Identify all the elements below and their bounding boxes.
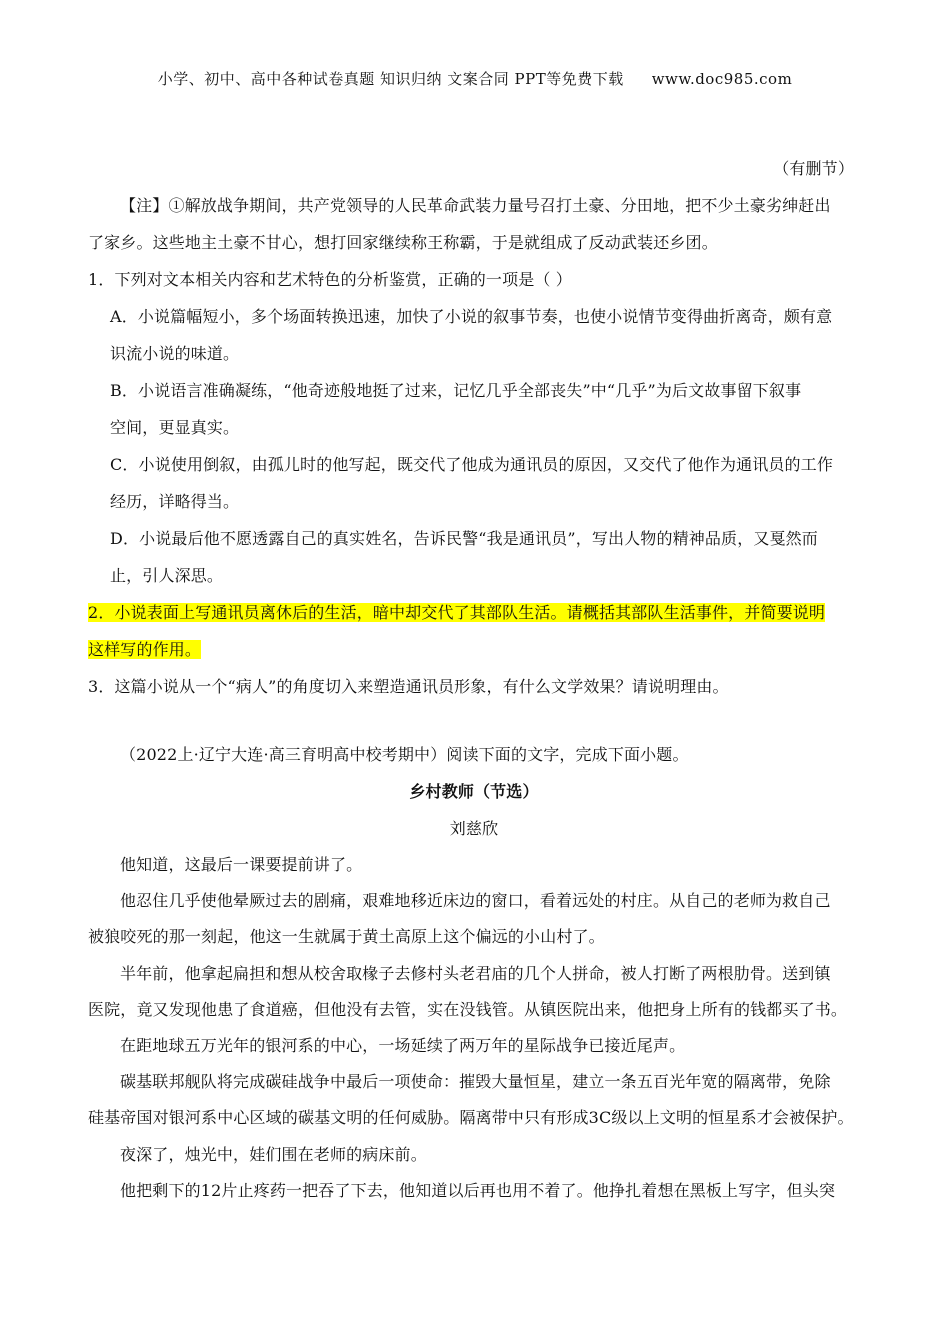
question-2-line-1 bbox=[88, 594, 860, 631]
option-a-line-2: 识流小说的味道。 bbox=[110, 344, 240, 363]
paragraph-continuation: 被狼咬死的那一刻起，他这一生就属于黄土高原上这个偏远的小山村了。 bbox=[88, 927, 605, 947]
paragraph-continuation: 医院，竟又发现他患了食道癌，但他没有去管，实在没钱管。从镇医院出来，他把身上所有的钱都买了书。 bbox=[88, 999, 848, 1019]
option-b-line-1: B．小说语言准确凝练，“他奇迹般地挺了过来，记忆几乎全部丧失”中“几乎”为后文故事留下叙事 bbox=[110, 381, 802, 400]
annotation-line-1: 【注】①解放战争期间，共产党领导的人民革命武装力量号召打土豪、分田地，把不少土豪劣绅赶出 bbox=[120, 196, 831, 215]
option-a-line-1: A．小说篇幅短小，多个场面转换迅速，加快了小说的叙事节奏，也使小说情节变得曲折离奇，颇有意 bbox=[110, 307, 833, 326]
paragraph-continuation: 硅基帝国对银河系中心区域的碳基文明的任何威胁。隔离带中只有形成3C级以上文明的恒星系才会被保护。 bbox=[88, 1108, 854, 1128]
abridged-note: （有删节） bbox=[773, 159, 854, 178]
option-d-line-1: D．小说最后他不愿透露自己的真实姓名，告诉民警“我是通讯员”，写出人物的精神品质，又戛然而 bbox=[110, 529, 818, 548]
option-c-line-2: 经历，详略得当。 bbox=[110, 492, 240, 511]
question-3: 3．这篇小说从一个“病人”的角度切入来塑造通讯员形象，有什么文学效果？请说明理由。 bbox=[88, 677, 729, 696]
paragraph: 他知道，这最后一课要提前讲了。 bbox=[120, 855, 363, 874]
passage-title: 乡村教师（节选） bbox=[409, 782, 539, 801]
option-c-line-1: C．小说使用倒叙，由孤儿时的他写起，既交代了他成为通讯员的原因，又交代了他作为通讯员的工作 bbox=[110, 455, 833, 474]
header-text: 小学、初中、高中各种试卷真题 知识归纳 文案合同 PPT等免费下载 bbox=[157, 70, 624, 88]
highlight: 这样写的作用。 bbox=[88, 640, 202, 659]
header-site: www.doc985.com bbox=[651, 70, 793, 88]
paragraph: 在距地球五万光年的银河系的中心，一场延续了两万年的星际战争已接近尾声。 bbox=[120, 1036, 686, 1056]
highlight: 2．小说表面上写通讯员离休后的生活，暗中却交代了其部队生活。请概括其部队生活事件，并简要说明 bbox=[88, 603, 826, 622]
question-2-line-2 bbox=[88, 631, 860, 668]
paragraph: 他把剩下的12片止疼药一把吞了下去，他知道以后再也用不着了。他挣扎着想在黑板上写字，但头突 bbox=[120, 1180, 836, 1200]
question-1: 1．下列对文本相关内容和艺术特色的分析鉴赏，正确的一项是（ ） bbox=[88, 270, 572, 289]
paragraph: 碳基联邦舰队将完成碳硅战争中最后一项使命：摧毁大量恒星，建立一条五百光年宽的隔离带，免除 bbox=[120, 1072, 831, 1092]
option-d-line-2: 止，引人深思。 bbox=[110, 566, 224, 585]
option-b-line-2: 空间，更显真实。 bbox=[110, 418, 240, 437]
passage-body bbox=[88, 847, 860, 1209]
annotation-line-2: 了家乡。这些地主土豪不甘心，想打回家继续称王称霸，于是就组成了反动武装还乡团。 bbox=[88, 233, 718, 252]
paragraph: 半年前，他拿起扁担和想从校舍取椽子去修村头老君庙的几个人拼命，被人打断了两根肋骨。送到镇 bbox=[120, 963, 831, 983]
passage-author: 刘慈欣 bbox=[449, 819, 499, 838]
paragraph: 他忍住几乎使他晕厥过去的剧痛，艰难地移近床边的窗口，看着远处的村庄。从自己的老师为救自己 bbox=[120, 891, 831, 911]
document-body bbox=[88, 150, 860, 1209]
source-line: （2022上·辽宁大连·高三育明高中校考期中）阅读下面的文字，完成下面小题。 bbox=[120, 745, 689, 764]
page-header bbox=[0, 68, 950, 89]
paragraph: 夜深了，烛光中，娃们围在老师的病床前。 bbox=[120, 1144, 427, 1164]
